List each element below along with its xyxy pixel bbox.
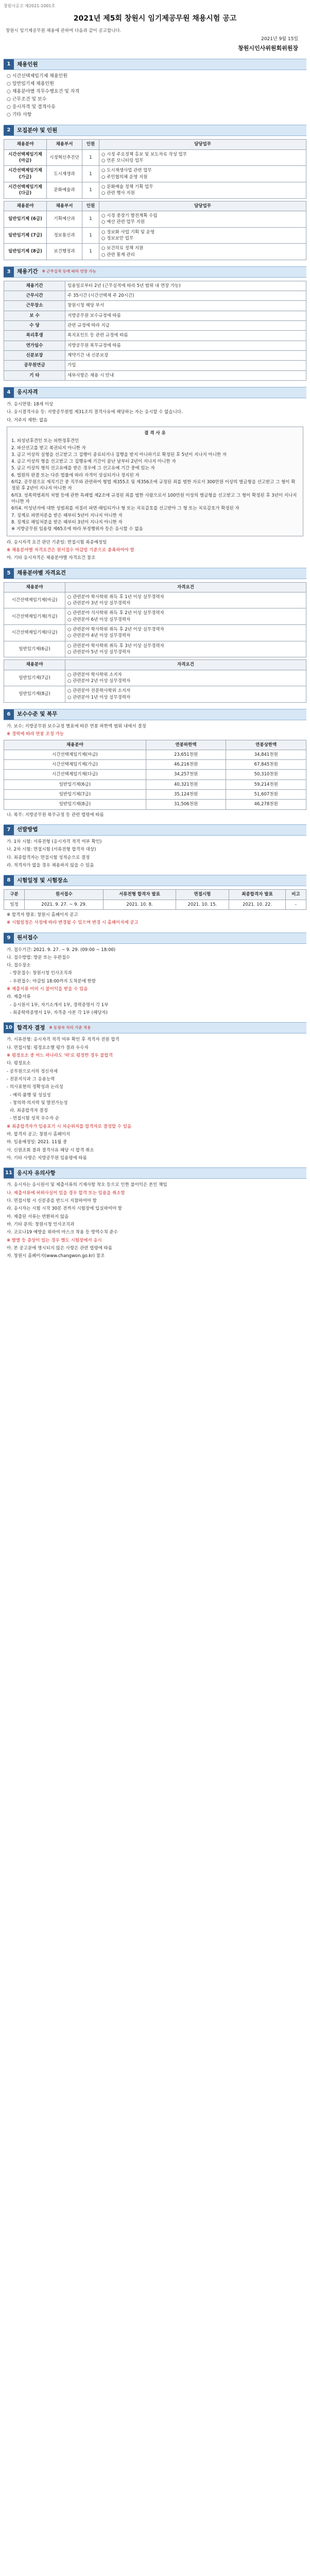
pay-cell: 일반임기제(8급) bbox=[4, 800, 146, 809]
pay-cell: 40,321천원 bbox=[146, 779, 226, 789]
table-header-row bbox=[4, 140, 306, 149]
section-text: 가. 서류전형: 응시자격 적격 여부 확인 후 적격자 전원 합격 bbox=[7, 1037, 119, 1043]
section-number: 6 bbox=[4, 709, 14, 720]
box-line: 8. 징계로 해임처분을 받은 때부터 3년이 지나지 아니한 자 bbox=[11, 519, 123, 525]
box-title: 결 격 사 유 bbox=[144, 430, 166, 436]
row-value: ○ 관련분야 학사학위 소지자 ○ 관련분야 2년 이상 실무경력자 bbox=[65, 670, 306, 686]
schedule-cell: 2021. 10. 8. bbox=[104, 900, 176, 909]
col-header: 인원 bbox=[82, 140, 99, 149]
row-label: 수 당 bbox=[4, 321, 65, 331]
preference-table bbox=[4, 659, 306, 703]
col-header: 최종합격자 발표 bbox=[229, 890, 286, 900]
notice-page bbox=[4, 0, 306, 1266]
col-header: 서류전형 합격자 발표 bbox=[104, 890, 176, 900]
section-title: 채용분야별 자격요건 bbox=[17, 569, 66, 576]
section-text: 가. 1차 시험: 서류전형 (응시자격 적격 여부 확인) bbox=[7, 839, 102, 845]
section-number: 8 bbox=[4, 875, 14, 886]
table-row bbox=[4, 800, 306, 809]
box-line: 5. 금고 이상의 형의 선고유예를 받은 경우에 그 선고유예 기간 중에 있는 자 bbox=[11, 466, 155, 471]
section-text: 라. 적격자가 없을 경우 채용하지 않을 수 있음 bbox=[7, 862, 94, 868]
positions-table-1 bbox=[4, 139, 306, 198]
col-header: 담당업무 bbox=[99, 140, 306, 149]
box-line: 1. 피성년후견인 또는 피한정후견인 bbox=[11, 438, 79, 444]
duty-list bbox=[7, 73, 303, 118]
section-title: 채용인원 bbox=[17, 61, 38, 67]
table-row bbox=[4, 331, 306, 341]
section-text: - 우편접수: 마감일 18:00까지 도착분에 한함 bbox=[10, 978, 96, 984]
section-number: 10 bbox=[4, 1023, 14, 1033]
section-text: 다. 접수장소 bbox=[7, 963, 31, 969]
header-meta: 창원시공고 제2021-1001호 bbox=[4, 4, 56, 8]
section-9-header bbox=[4, 933, 306, 944]
dept-cell: 시정혁신추진단 bbox=[47, 149, 82, 166]
pay-cell: 35,124천원 bbox=[146, 790, 226, 800]
table-row bbox=[4, 750, 306, 759]
dept-cell: 기획예산과 bbox=[47, 211, 82, 227]
section-title: 모집분야 및 인원 bbox=[17, 127, 58, 133]
section-5-header bbox=[4, 568, 306, 579]
section-title: 시험일정 및 시험장소 bbox=[17, 877, 68, 884]
table-row bbox=[4, 211, 306, 227]
section-text: - 창의력·의지력 및 발전가능성 bbox=[10, 1100, 68, 1106]
section-text: 다. 평정요소 bbox=[7, 1061, 31, 1066]
section-text: 아. 기타 사항은 지방공무원 임용령에 따름 bbox=[7, 1156, 87, 1161]
dept-cell: 도시재생과 bbox=[47, 166, 82, 182]
section-title: 응시자 유의사항 bbox=[17, 1170, 56, 1176]
schedule-cell: 2021. 9. 27. ~ 9. 29. bbox=[25, 900, 104, 909]
section-text-red: ※ 제출서류 미비 시 불이익을 받을 수 있음 bbox=[7, 987, 88, 992]
col-header: 비고 bbox=[285, 890, 306, 900]
row-value: 창원시청 해당 부서 bbox=[65, 301, 306, 311]
position-cell: 시간선택제임기제 (마급) bbox=[4, 149, 47, 166]
list-item: ○ 응시자격 및 결격사유 bbox=[7, 105, 56, 110]
dept-cell: 보건행정과 bbox=[47, 244, 82, 260]
pay-cell: 시간선택제임기제(가급) bbox=[4, 760, 146, 770]
section-1-header bbox=[4, 59, 306, 70]
position-cell: 시간선택제임기제 (다급) bbox=[4, 182, 47, 199]
row-label: 일반임기제(7급) bbox=[4, 670, 65, 686]
pay-table bbox=[4, 740, 306, 810]
section-text-red: ※ 발열 등 증상이 있는 경우 별도 시험장에서 응시 bbox=[7, 1238, 102, 1243]
section-text: 사. 코로나19 예방을 위하여 마스크 착용 등 방역수칙 준수 bbox=[7, 1230, 118, 1235]
row-value: ○ 관련분야 학사학위 취득 후 3년 이상 실무경력자 ○ 관련분야 5년 이상 실무경력자 bbox=[65, 641, 306, 657]
table-row bbox=[4, 900, 306, 909]
section-6-header bbox=[4, 709, 306, 720]
section-text: - 전문지식과 그 응용능력 bbox=[7, 1076, 55, 1082]
pay-cell: 34,841천원 bbox=[226, 750, 306, 759]
col-header: 채용분야 bbox=[4, 740, 146, 750]
row-value: 관련 규정에 따라 지급 bbox=[65, 321, 306, 331]
col-header: 연봉하한액 bbox=[146, 740, 226, 750]
section-number: 1 bbox=[4, 59, 14, 70]
pay-cell: 59,214천원 bbox=[226, 779, 306, 789]
schedule-cell: 2021. 10. 15. bbox=[176, 900, 229, 909]
section-title: 응시자격 bbox=[17, 389, 38, 396]
table-row bbox=[4, 301, 306, 311]
section-note: ※ 근무실적 등에 따라 연장 가능 bbox=[42, 269, 96, 274]
table-row bbox=[4, 608, 306, 625]
section-title: 선발방법 bbox=[17, 826, 38, 833]
section-text: - 공무원으로서의 정신자세 bbox=[7, 1069, 58, 1074]
section-text: - 최종학력증명서 1부, 자격증 사본 각 1부 (해당자) bbox=[10, 1010, 108, 1016]
section-text: 라. 응시자는 시험 시작 30분 전까지 시험장에 입실하여야 함 bbox=[7, 1206, 122, 1212]
table-row bbox=[4, 166, 306, 182]
box-line: 4. 금고 이상의 형을 선고받고 그 집행유예 기간이 끝난 날부터 2년이 지나지 아니한 자 bbox=[11, 459, 176, 465]
table-row bbox=[4, 311, 306, 320]
section-text: 가. 응시자는 응시원서 및 제출서류의 기재사항 착오 등으로 인한 불이익은 본인 책임 bbox=[7, 1182, 167, 1188]
table-row bbox=[4, 291, 306, 301]
col-header: 채용분야 bbox=[4, 582, 65, 592]
count-cell: 1 bbox=[82, 166, 99, 182]
section-number: 2 bbox=[4, 125, 14, 135]
row-label: 시간선택제임기제(마급) bbox=[4, 592, 65, 608]
table-row bbox=[4, 760, 306, 770]
disqualification-box bbox=[7, 427, 303, 536]
section-title: 합격자 결정 bbox=[17, 1024, 45, 1031]
row-label: 공무원연금 bbox=[4, 361, 65, 370]
count-cell: 1 bbox=[82, 244, 99, 260]
pay-cell: 시간선택제임기제(다급) bbox=[4, 770, 146, 779]
schedule-cell: - bbox=[285, 900, 306, 909]
section-title: 보수수준 및 복무 bbox=[17, 711, 58, 718]
row-label: 채용기간 bbox=[4, 281, 65, 291]
section-text: - 의사표현의 정확성과 논리성 bbox=[7, 1084, 63, 1090]
row-value: ○ 관련분야 학사학위 취득 후 2년 이상 실무경력자 ○ 관련분야 4년 이상 실무경력자 bbox=[65, 625, 306, 641]
row-label: 일반임기제(6급) bbox=[4, 641, 65, 657]
pay-cell: 67,845천원 bbox=[226, 760, 306, 770]
pay-cell: 34,257천원 bbox=[146, 770, 226, 779]
row-value: 복지포인트 등 관련 규정에 따름 bbox=[65, 331, 306, 341]
table-row bbox=[4, 641, 306, 657]
section-text: 다. 면접시험 시 신분증을 반드시 지참하여야 함 bbox=[7, 1198, 97, 1204]
row-label: 기 타 bbox=[4, 370, 65, 380]
col-header: 인원 bbox=[82, 201, 99, 211]
table-row bbox=[4, 281, 306, 291]
position-cell: 일반임기제 (6급) bbox=[4, 211, 47, 227]
duty-cell: ○ 보건의료 정책 지원 ○ 관련 통계 관리 bbox=[99, 244, 306, 260]
section-text: - 방문접수: 창원시청 인사조직과 bbox=[10, 971, 72, 976]
table-row bbox=[4, 227, 306, 244]
table-row bbox=[4, 670, 306, 686]
table-row bbox=[4, 779, 306, 789]
row-label: 일반임기제(8급) bbox=[4, 686, 65, 703]
table-header-row bbox=[4, 660, 306, 670]
section-text: 나. 응시결격사유 등: 지방공무원법 제31조의 결격사유에 해당하는 자는 응시할 수 없습니다. bbox=[7, 410, 183, 415]
list-item: ○ 근무조건 및 보수 bbox=[7, 97, 47, 103]
col-header: 원서접수 bbox=[25, 890, 104, 900]
section-number: 3 bbox=[4, 267, 14, 277]
box-line: 3. 금고 이상의 실형을 선고받고 그 집행이 종료되거나 집행을 받지 아니하기로 확정된 후 5년이 지나지 아니한 자 bbox=[11, 452, 227, 457]
section-text: 나. 접수방법: 방문 또는 우편접수 bbox=[7, 955, 71, 960]
col-header: 채용부서 bbox=[47, 201, 82, 211]
section-text-red: 나. 제출서류에 허위사실이 있을 경우 합격 또는 임용을 취소함 bbox=[7, 1190, 125, 1196]
row-value: ○ 관련분야 학사학위 취득 후 1년 이상 실무경력자 ○ 관련분야 3년 이상 실무경력자 bbox=[65, 592, 306, 608]
count-cell: 1 bbox=[82, 227, 99, 244]
count-cell: 1 bbox=[82, 182, 99, 199]
qualifications-table bbox=[4, 582, 306, 658]
table-row bbox=[4, 370, 306, 380]
row-label: 시간선택제임기제(가급) bbox=[4, 608, 65, 625]
section-text: 가. 보수: 지방공무원 보수규정 별표에 따른 연봉 하한액 범위 내에서 결정 bbox=[7, 723, 146, 729]
section-number: 5 bbox=[4, 568, 14, 579]
section-title: 채용기간 bbox=[17, 268, 38, 275]
count-cell: 1 bbox=[82, 211, 99, 227]
row-value: 지방공무원 복무규정에 따름 bbox=[65, 341, 306, 350]
section-text-red: ※ 최종합격자가 임용포기 시 차순위자를 합격자로 결정할 수 있음 bbox=[7, 1124, 132, 1129]
section-8-header bbox=[4, 875, 306, 886]
col-header: 채용분야 bbox=[4, 660, 65, 670]
section-text: 사. 신원조회 결과 결격사유 해당 시 합격 취소 bbox=[7, 1147, 94, 1153]
section-text: 바. 임용예정일: 2021. 11월 중 bbox=[7, 1140, 67, 1145]
position-cell: 일반임기제 (7급) bbox=[4, 227, 47, 244]
section-text: 라. 제출서류 bbox=[7, 994, 31, 1000]
section-4-header bbox=[4, 387, 306, 398]
row-value: ○ 관련분야 석사학위 취득 후 2년 이상 실무경력자 ○ 관련분야 6년 이상 실무경력자 bbox=[65, 608, 306, 625]
row-value: 가입 bbox=[65, 361, 306, 370]
row-label: 복리후생 bbox=[4, 331, 65, 341]
section-number: 9 bbox=[4, 933, 14, 943]
page-title: 2021년 제5회 창원시 임기제공무원 채용시험 공고 bbox=[73, 14, 237, 23]
list-item: ○ 채용분야별 직무수행요건 및 자격 bbox=[7, 89, 80, 95]
section-text-red: ※ 시험일정은 사정에 따라 변경될 수 있으며 변경 시 홈페이지에 공고 bbox=[7, 920, 139, 926]
section-text: 가. 접수기간: 2021. 9. 27. ~ 9. 29. (09:00 ~ 18:00) bbox=[7, 947, 116, 953]
table-row bbox=[4, 149, 306, 166]
box-line: 6의4. 미성년자에 대한 성범죄를 저질러 파면·해임되거나 형 또는 치료감호를 선고받아 그 형 또는 치료감호가 확정된 자 bbox=[11, 506, 239, 512]
intro-text: 창원시 임기제공무원 채용에 관하여 다음과 같이 공고합니다. bbox=[6, 28, 122, 33]
row-value: 세부사항은 채용 시 안내 bbox=[65, 370, 306, 380]
row-label: 시간선택제임기제(다급) bbox=[4, 625, 65, 641]
list-item: ○ 기타 사항 bbox=[7, 112, 32, 118]
pay-cell: 46,278천원 bbox=[226, 800, 306, 809]
row-value: 주 35시간 (시간선택제 주 20시간) bbox=[65, 291, 306, 301]
section-text-red: ※ 채용분야별 자격요건은 원서접수 마감일 기준으로 충족하여야 함 bbox=[7, 547, 134, 553]
duty-cell: ○ 시정 중장기 발전계획 수립 ○ 예산 관련 업무 지원 bbox=[99, 211, 306, 227]
schedule-cell: 일정 bbox=[4, 900, 25, 909]
section-10-header bbox=[4, 1022, 306, 1033]
col-header: 자격요건 bbox=[65, 582, 306, 592]
col-header: 채용분야 bbox=[4, 140, 47, 149]
row-label: 신분보장 bbox=[4, 351, 65, 361]
row-value: ○ 관련분야 전문학사학위 소지자 ○ 관련분야 1년 이상 실무경력자 bbox=[65, 686, 306, 703]
section-11-header bbox=[4, 1167, 306, 1179]
table-row bbox=[4, 182, 306, 199]
section-text: - 예의·품행 및 성실성 bbox=[10, 1092, 51, 1098]
duty-cell: ○ 문화예술 정책 기획 업무 ○ 관련 행사 지원 bbox=[99, 182, 306, 199]
table-row bbox=[4, 244, 306, 260]
table-row bbox=[4, 686, 306, 703]
section-text: 다. 거주지 제한: 없음 bbox=[7, 417, 48, 423]
pay-cell: 시간선택제임기제(마급) bbox=[4, 750, 146, 759]
duty-cell: ○ 시정 주요정책 홍보 및 보도자료 작성 업무 ○ 언론 모니터링 업무 bbox=[99, 149, 306, 166]
section-title: 원서접수 bbox=[17, 934, 38, 941]
table-header-row bbox=[4, 201, 306, 211]
col-header: 구분 bbox=[4, 890, 25, 900]
position-cell: 일반임기제 (8급) bbox=[4, 244, 47, 260]
schedule-cell: 2021. 10. 22. bbox=[229, 900, 286, 909]
box-line: 2. 파산선고를 받고 복권되지 아니한 자 bbox=[11, 445, 86, 451]
row-value: 계약기간 내 신분보장 bbox=[65, 351, 306, 361]
table-row bbox=[4, 625, 306, 641]
section-number: 4 bbox=[4, 387, 14, 398]
section-3-header bbox=[4, 266, 306, 278]
section-text: 라. 최종합격자 결정 bbox=[10, 1108, 48, 1114]
section-text: ※ 합격자 발표: 창원시 홈페이지 공고 bbox=[7, 912, 78, 918]
col-header: 연봉상한액 bbox=[226, 740, 306, 750]
table-row bbox=[4, 770, 306, 779]
section-text-red: ※ 평정요소 중 어느 하나라도 '하'로 평정한 경우 불합격 bbox=[7, 1053, 113, 1058]
pay-cell: 일반임기제(6급) bbox=[4, 779, 146, 789]
issuer-name: 창원시인사위원회위원장 bbox=[238, 45, 298, 52]
section-text: 자. 창원시 홈페이지(www.changwon.go.kr) 참조 bbox=[7, 1253, 105, 1259]
dept-cell: 정보통신과 bbox=[47, 227, 82, 244]
section-text: 마. 제출된 서류는 반환하지 않음 bbox=[7, 1214, 69, 1219]
table-header-row bbox=[4, 582, 306, 592]
section-number: 11 bbox=[4, 1168, 14, 1178]
section-7-header bbox=[4, 824, 306, 836]
duty-cell: ○ 정보화 사업 기획 및 운영 ○ 정보보안 업무 bbox=[99, 227, 306, 244]
section-text: 나. 복무: 지방공무원 복무규정 등 관련 법령에 따름 bbox=[7, 812, 104, 818]
section-note: ※ 동점자 처리 기준 적용 bbox=[49, 1025, 91, 1030]
list-item: ○ 일반임기제 채용인원 bbox=[7, 81, 54, 87]
positions-table-2 bbox=[4, 201, 306, 260]
dept-cell: 문화예술과 bbox=[47, 182, 82, 199]
pay-cell: 23,651천원 bbox=[146, 750, 226, 759]
row-value: 임용일로부터 2년 (근무실적에 따라 5년 범위 내 연장 가능) bbox=[65, 281, 306, 291]
pay-cell: 51,607천원 bbox=[226, 790, 306, 800]
table-row bbox=[4, 351, 306, 361]
row-label: 보 수 bbox=[4, 311, 65, 320]
table-row bbox=[4, 361, 306, 370]
table-row bbox=[4, 341, 306, 350]
box-line: 6의2. 공무원으로 재직기간 중 직무와 관련하여 형법 제355조 및 제356조에 규정된 죄를 범한 자로서 300만원 이상의 벌금형을 선고받고 그 형이 확정된 후 2년이 지나지 아니한 자 bbox=[11, 480, 296, 492]
section-2-header bbox=[4, 125, 306, 136]
list-item: ○ 시간선택제임기제 채용인원 bbox=[7, 74, 67, 79]
section-text: - 면접시험 성적 우수자 순 bbox=[10, 1116, 59, 1122]
col-header: 채용분야 bbox=[4, 201, 47, 211]
box-line: 7. 징계로 파면처분을 받은 때부터 5년이 지나지 아니한 자 bbox=[11, 513, 123, 518]
pay-cell: 50,310천원 bbox=[226, 770, 306, 779]
section-text-red: ※ 경력에 따라 연봉 조정 가능 bbox=[7, 732, 64, 737]
section-text: 라. 응시자격 요건 판단 기준일: 면접시험 최종예정일 bbox=[7, 539, 107, 545]
pay-cell: 46,216천원 bbox=[146, 760, 226, 770]
section-text: 마. 기타 응시자격은 채용분야별 자격요건 참조 bbox=[7, 555, 96, 561]
section-text: 다. 최종합격자는 면접시험 성적순으로 결정 bbox=[7, 855, 90, 860]
col-header: 채용부서 bbox=[47, 140, 82, 149]
section-text: 마. 합격자 공고: 창원시 홈페이지 bbox=[7, 1132, 71, 1138]
row-label: 연가일수 bbox=[4, 341, 65, 350]
section-text: 가. 응시연령: 18세 이상 bbox=[7, 401, 54, 407]
col-header: 자격요건 bbox=[65, 660, 306, 670]
row-label: 근무시간 bbox=[4, 291, 65, 301]
table-header-row bbox=[4, 890, 306, 900]
box-line: 6. 법원의 판결 또는 다른 법률에 따라 자격이 상실되거나 정지된 자 bbox=[11, 472, 140, 478]
schedule-table bbox=[4, 889, 306, 910]
pay-cell: 일반임기제(7급) bbox=[4, 790, 146, 800]
duty-cell: ○ 도시재생사업 관련 업무 ○ 주민협의체 운영 지원 bbox=[99, 166, 306, 182]
box-line: ※ 지방공무원 임용령 제65조에 따라 부정행위자 등은 응시할 수 없음 bbox=[11, 527, 143, 532]
table-row bbox=[4, 321, 306, 331]
table-header-row bbox=[4, 740, 306, 750]
section-text: - 응시원서 1부, 자기소개서 1부, 경력증명서 각 1부 bbox=[10, 1002, 109, 1008]
section-number: 7 bbox=[4, 825, 14, 835]
section-text: 나. 면접시험: 평정요소별 평가 결과 우수자 bbox=[7, 1045, 89, 1050]
col-header: 면접시험 bbox=[176, 890, 229, 900]
pay-cell: 31,506천원 bbox=[146, 800, 226, 809]
row-label: 근무장소 bbox=[4, 301, 65, 311]
table-row bbox=[4, 790, 306, 800]
notice-date: 2021년 9월 15일 bbox=[261, 37, 298, 42]
work-conditions-table bbox=[4, 281, 306, 381]
section-text: 아. 본 공고문에 명시되지 않은 사항은 관련 법령에 따름 bbox=[7, 1245, 112, 1251]
count-cell: 1 bbox=[82, 149, 99, 166]
table-row bbox=[4, 592, 306, 608]
position-cell: 시간선택제임기제 (가급) bbox=[4, 166, 47, 182]
section-text: 바. 기타 문의: 창원시청 인사조직과 bbox=[7, 1222, 75, 1227]
box-line: 6의3. 성폭력범죄의 처벌 등에 관한 특례법 제2조에 규정된 죄를 범한 사람으로서 100만원 이상의 벌금형을 선고받고 그 형이 확정된 후 3년이 지나지 아니한 자 bbox=[11, 493, 297, 505]
row-value: 지방공무원 보수규정에 따름 bbox=[65, 311, 306, 320]
section-text: 나. 2차 시험: 면접시험 (서류전형 합격자 대상) bbox=[7, 847, 96, 853]
col-header: 담당업무 bbox=[99, 201, 306, 211]
